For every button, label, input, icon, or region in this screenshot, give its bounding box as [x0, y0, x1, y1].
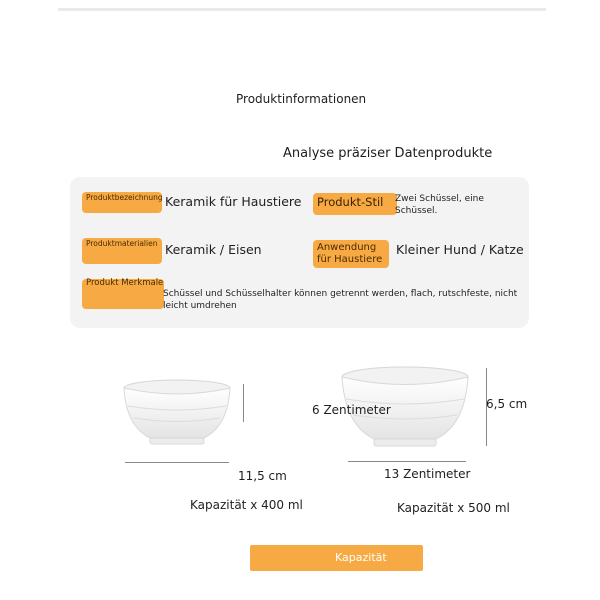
small-bowl-capacity: Kapazität x 400 ml: [190, 498, 303, 512]
value-produktmaterialien: Keramik / Eisen: [165, 242, 262, 257]
tag-produktbezeichnung: Produktbezeichnung: [82, 192, 162, 213]
tag-produktmaterialien: Produktmaterialien: [82, 238, 162, 264]
value-produkt-stil: Zwei Schüssel, eine Schüssel.: [395, 194, 484, 216]
page-title: Produktinformationen: [236, 92, 367, 106]
large-bowl-width: 13 Zentimeter: [384, 467, 471, 481]
tag-produkt-merkmale: Produkt Merkmale: [82, 279, 164, 309]
top-divider: [58, 8, 546, 11]
small-bowl-image: [120, 378, 234, 448]
value-produktbezeichnung: Keramik für Haustiere: [165, 194, 302, 209]
value-produkt-merkmale: Schüssel und Schüsselhalter können getrennt werden, flach, rutschfeste, nicht leicht umdrehen: [163, 289, 518, 311]
tag-anwendung: Anwendung für Haustiere: [313, 240, 389, 268]
small-bowl-width: 11,5 cm: [238, 469, 287, 483]
page-subtitle: Analyse präziser Datenprodukte: [283, 146, 493, 161]
small-bowl-width-line: [125, 462, 229, 463]
bottom-banner-label: Kapazität: [335, 551, 387, 564]
large-bowl-capacity: Kapazität x 500 ml: [397, 501, 510, 515]
large-bowl-height: 6,5 cm: [486, 397, 528, 411]
value-anwendung: Kleiner Hund / Katze: [396, 242, 524, 257]
small-bowl-height-line: [243, 384, 244, 422]
tag-produkt-stil: Produkt-Stil: [313, 193, 397, 215]
large-bowl-width-line: [348, 461, 466, 462]
small-bowl-height: 6 Zentimeter: [312, 403, 391, 417]
